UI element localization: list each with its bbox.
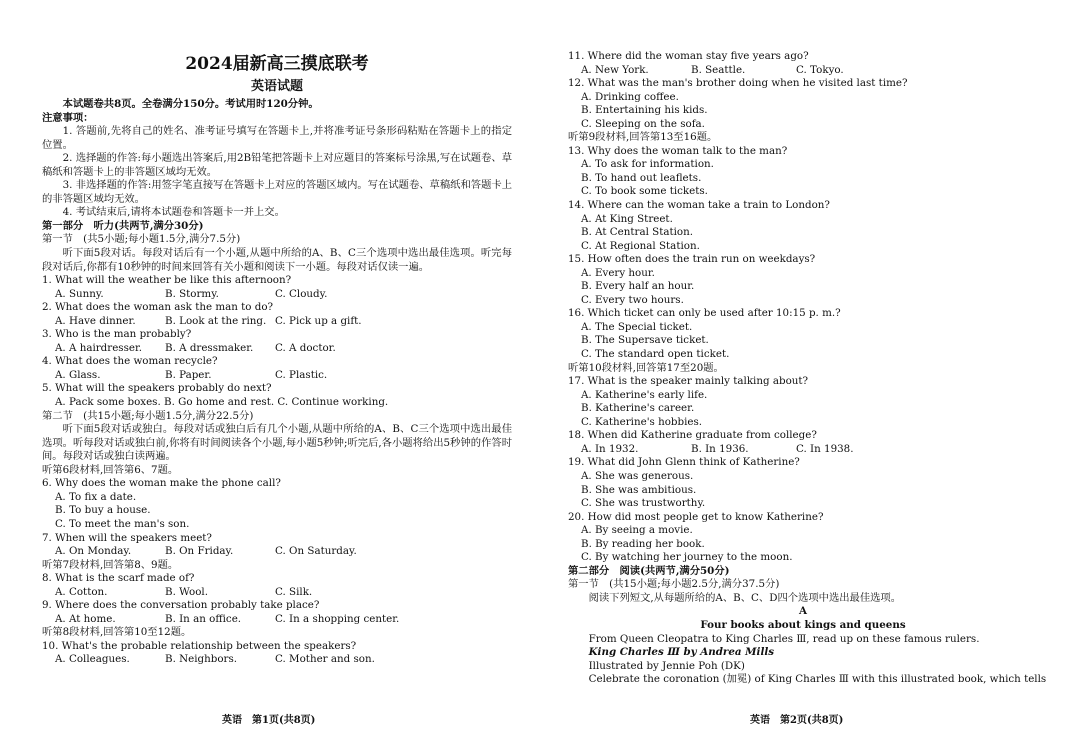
option-a[interactable]: A. Cotton.	[55, 585, 108, 598]
option-b[interactable]: B. Look at the ring.	[165, 314, 267, 327]
book1-description: Celebrate the coronation (加冕) of King Charles Ⅲ with this illustrated book, which tells	[588, 673, 1047, 686]
question-17: 17. What is the speaker mainly talking about?	[568, 375, 809, 388]
option-b[interactable]: B. By reading her book.	[581, 537, 705, 550]
option-a[interactable]: A. Every hour.	[581, 266, 655, 279]
exam-subtitle: 英语试题	[250, 79, 303, 94]
question-1: 1. What will the weather be like this afternoon?	[42, 274, 292, 287]
question-9-options	[42, 613, 512, 627]
option-b[interactable]: B. Neighbors.	[165, 653, 238, 666]
question-4: 4. What does the woman recycle?	[42, 355, 218, 368]
option-b[interactable]: B. The Supersave ticket.	[581, 334, 709, 347]
option-a[interactable]: A. Glass.	[55, 368, 101, 381]
option-c[interactable]: C. Every two hours.	[581, 293, 684, 306]
option-c[interactable]: C. Tokyo.	[796, 63, 844, 76]
option-b[interactable]: B. In an office.	[165, 612, 242, 625]
question-11: 11. Where did the woman stay five years ago?	[568, 50, 809, 62]
note-3: 3. 非选择题的作答:用签字笔直接写在答题卡上对应的答题区域内。写在试题卷、草稿纸和答题卡上的非答题区域均无效。	[42, 179, 512, 205]
material-6: 听第6段材料,回答第6、7题。	[42, 463, 179, 476]
question-1-options	[42, 288, 512, 302]
question-19: 19. What did John Glenn think of Katherine?	[568, 456, 800, 469]
option-c[interactable]: C. To book some tickets.	[581, 185, 708, 198]
option-b[interactable]: B. Katherine's career.	[581, 402, 695, 415]
question-7: 7. When will the speakers meet?	[42, 531, 212, 544]
passage-title: Four books about kings and queens	[700, 618, 906, 631]
option-b[interactable]: B. Entertaining his kids.	[581, 104, 708, 117]
question-3-options	[42, 342, 512, 356]
exam-title: 2024届新高三摸底联考	[185, 54, 369, 74]
question-18: 18. When did Katherine graduate from college?	[568, 429, 817, 442]
option-c[interactable]: C. The standard open ticket.	[581, 348, 730, 361]
question-9: 9. Where does the conversation probably take place?	[42, 599, 320, 612]
option-b[interactable]: B. She was ambitious.	[581, 483, 697, 496]
question-5: 5. What will the speakers probably do next?	[42, 382, 272, 395]
option-a[interactable]: A. In 1932.	[581, 442, 639, 455]
book1-title: King Charles Ⅲ by Andrea Mills	[588, 646, 775, 659]
option-c[interactable]: C. In 1938.	[796, 442, 854, 455]
notes-title: 注意事项：	[42, 111, 94, 124]
question-16: 16. Which ticket can only be used after 10:15 p. m.?	[568, 307, 841, 320]
left-column	[42, 50, 512, 667]
option-a[interactable]: A. At home.	[55, 612, 116, 625]
option-a[interactable]: A. Have dinner.	[55, 314, 136, 327]
option-a[interactable]: A. To ask for information.	[581, 158, 714, 171]
exam-summary: 本试题卷共8页。全卷满分150分。考试用时120分钟。	[62, 98, 319, 110]
question-12: 12. What was the man's brother doing when he visited last time?	[568, 77, 908, 90]
option-c[interactable]: C. Sleeping on the sofa.	[581, 117, 705, 130]
question-4-options	[42, 369, 512, 383]
option-a[interactable]: A. On Monday.	[55, 545, 132, 558]
option-a[interactable]: A. Katherine's early life.	[581, 388, 708, 401]
question-15: 15. How often does the train run on weekdays?	[568, 253, 816, 266]
passage-letter: A	[799, 605, 807, 618]
question-7-options	[42, 545, 512, 559]
question-5-options[interactable]: A. Pack some boxes. B. Go home and rest. C. Continue working.	[55, 396, 389, 409]
option-c[interactable]: C. In a shopping center.	[275, 612, 400, 625]
option-b[interactable]: B. Stormy.	[165, 287, 219, 300]
note-4: 4. 考试结束后,请将本试题卷和答题卡一并上交。	[62, 206, 285, 219]
option-b[interactable]: B. Seattle.	[691, 63, 746, 76]
option-c[interactable]: C. Silk.	[275, 585, 313, 598]
option-b[interactable]: B. In 1936.	[691, 442, 749, 455]
question-14: 14. Where can the woman take a train to London?	[568, 199, 830, 212]
option-b[interactable]: B. To hand out leaflets.	[581, 171, 702, 184]
part2-heading: 第二部分 阅读(共两节,满分50分)	[568, 564, 730, 577]
option-c[interactable]: C. Mother and son.	[275, 653, 375, 666]
question-13: 13. Why does the woman talk to the man?	[568, 144, 788, 157]
part1-sec1-instructions: 听下面5段对话。每段对话后有一个小题,从题中所给的A、B、C三个选项中选出最佳选项。听完每段对话后,你都有10秒钟的时间来回答有关小题和阅读下一小题。每段对话仅读一遍。	[42, 247, 512, 273]
question-20: 20. How did most people get to know Katherine?	[568, 510, 824, 523]
right-column	[568, 50, 1047, 687]
option-c[interactable]: C. By watching her journey to the moon.	[581, 551, 793, 564]
option-c[interactable]: C. Katherine's hobbies.	[581, 415, 703, 428]
part2-sec1-heading: 第一节 (共15小题;每小题2.5分,满分37.5分)	[568, 578, 780, 591]
note-2: 2. 选择题的作答:每小题选出答案后,用2B铅笔把答题卡上对应题目的答案标号涂黑,写在试题卷、草稿纸和答题卡上的非答题区域均无效。	[42, 152, 512, 178]
option-c[interactable]: C. To meet the man's son.	[55, 517, 190, 530]
option-b[interactable]: B. A dressmaker.	[165, 341, 254, 354]
option-b[interactable]: B. Wool.	[165, 585, 208, 598]
option-c[interactable]: C. On Saturday.	[275, 545, 357, 558]
option-b[interactable]: B. At Central Station.	[581, 226, 694, 239]
question-2: 2. What does the woman ask the man to do?	[42, 301, 274, 314]
option-a[interactable]: A. The Special ticket.	[581, 320, 693, 333]
question-10: 10. What's the probable relationship between the speakers?	[42, 639, 357, 652]
option-a[interactable]: A. Drinking coffee.	[581, 90, 679, 103]
part1-sec2-instructions: 听下面5段对话或独白。每段对话或独白后有几个小题,从题中所给的A、B、C三个选项中选出最佳选项。听每段对话或独白前,你将有时间阅读各个小题,每小题5秒钟;听完后,各小题将给出5秒钟的作答时间。每段对话或独白读两遍。	[42, 423, 512, 463]
part1-sec2-heading: 第二节 (共15小题;每小题1.5分,满分22.5分)	[42, 409, 254, 422]
option-a[interactable]: A. By seeing a movie.	[581, 524, 693, 537]
note-1: 1. 答题前,先将自己的姓名、准考证号填写在答题卡上,并将准考证号条形码粘贴在答题卡上的指定位置。	[42, 125, 512, 151]
option-a[interactable]: A. New York.	[581, 63, 649, 76]
question-10-options	[42, 653, 512, 667]
part2-instructions: 阅读下列短文,从每题所给的A、B、C、D四个选项中选出最佳选项。	[588, 591, 902, 604]
page-footer-left: 英语 第1页(共8页)	[222, 715, 316, 726]
option-a[interactable]: A. To fix a date.	[55, 490, 137, 503]
option-b[interactable]: B. On Friday.	[165, 545, 234, 558]
material-10: 听第10段材料,回答第17至20题。	[568, 361, 724, 374]
material-9: 听第9段材料,回答第13至16题。	[568, 131, 718, 144]
question-6: 6. Why does the woman make the phone call?	[42, 477, 281, 490]
option-c[interactable]: C. At Regional Station.	[581, 239, 700, 252]
part1-heading: 第一部分 听力(共两节,满分30分)	[42, 219, 204, 232]
option-b[interactable]: B. Paper.	[165, 368, 212, 381]
option-a[interactable]: A. She was generous.	[581, 469, 694, 482]
option-a[interactable]: A. Sunny.	[55, 287, 104, 300]
material-7: 听第7段材料,回答第8、9题。	[42, 558, 179, 571]
option-a[interactable]: A. Colleagues.	[55, 653, 130, 666]
question-8: 8. What is the scarf made of?	[42, 572, 195, 585]
option-c[interactable]: C. A doctor.	[275, 341, 336, 354]
option-c[interactable]: C. Plastic.	[275, 368, 328, 381]
page-footer-right: 英语 第2页(共8页)	[750, 715, 844, 726]
question-3: 3. Who is the man probably?	[42, 328, 192, 341]
option-c[interactable]: C. Cloudy.	[275, 287, 328, 300]
option-c[interactable]: C. Pick up a gift.	[275, 314, 362, 327]
passage-intro: From Queen Cleopatra to King Charles Ⅲ, read up on these famous rulers.	[588, 632, 980, 645]
option-b[interactable]: B. Every half an hour.	[581, 280, 695, 293]
option-b[interactable]: B. To buy a house.	[55, 504, 151, 517]
question-8-options	[42, 586, 512, 600]
material-8: 听第8段材料,回答第10至12题。	[42, 626, 192, 639]
part1-sec1-heading: 第一节 (共5小题;每小题1.5分,满分7.5分)	[42, 233, 241, 246]
option-c[interactable]: C. She was trustworthy.	[581, 497, 706, 510]
option-a[interactable]: A. A hairdresser.	[55, 341, 143, 354]
question-18-options	[568, 443, 1038, 457]
question-11-options	[568, 64, 1038, 78]
book1-illustrator: Illustrated by Jennie Poh (DK)	[588, 659, 745, 672]
option-a[interactable]: A. At King Street.	[581, 212, 673, 225]
question-2-options	[42, 315, 512, 329]
